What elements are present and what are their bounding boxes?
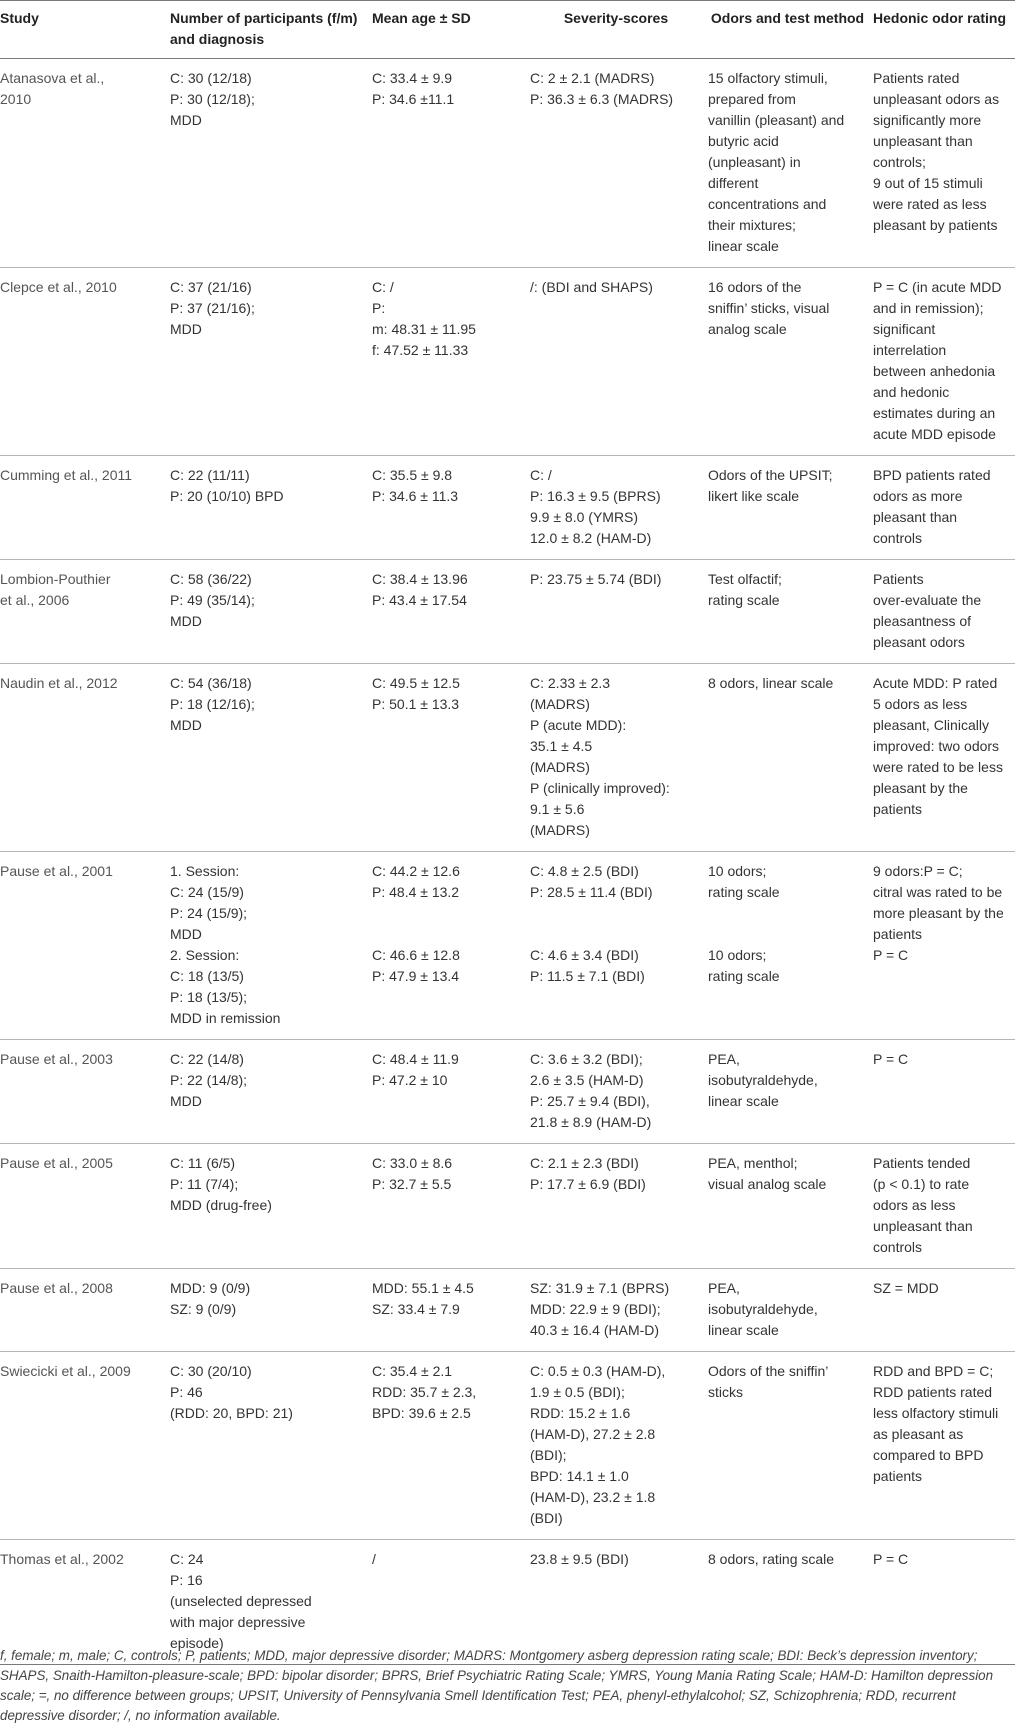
cell-line: 40.3 ± 16.4 (HAM-D) [530, 1322, 660, 1338]
cell-line: 15 olfactory stimuli, [708, 70, 828, 86]
cell-line: pleasant odors [873, 634, 965, 650]
cell-line: C: 11 (6/5) [170, 1155, 236, 1171]
cell-rating [873, 852, 1015, 1040]
spacer [530, 903, 702, 924]
cell-line: improved: two odors [873, 738, 1000, 754]
cell-line: SZ: 31.9 ± 7.1 (BPRS) [530, 1280, 670, 1296]
cell-line: 1.9 ± 0.5 (BDI); [530, 1384, 625, 1400]
cell-line: P: 48.4 ± 13.2 [372, 884, 460, 900]
cell-study [0, 1269, 170, 1352]
cell-study [0, 852, 170, 1040]
cell-line: 35.1 ± 4.5 [530, 738, 593, 754]
cell-line: C: 18 (13/5) [170, 968, 244, 984]
cell-line: P: 28.5 ± 11.4 (BDI) [530, 884, 653, 900]
cell-line: SZ = MDD [873, 1280, 939, 1296]
cell-line: episode) [170, 1635, 224, 1651]
cell-line: P = C [873, 1051, 909, 1067]
cell-line: MDD: 9 (0/9) [170, 1280, 251, 1296]
cell-line: Lombion-Pouthier [0, 571, 111, 587]
cell-line: between anhedonia [873, 363, 996, 379]
cell-line: P: 25.7 ± 9.4 (BDI), [530, 1093, 650, 1109]
cell-line: f: 47.52 ± 11.33 [372, 342, 469, 358]
cell-line: significant [873, 321, 936, 337]
cell-line: patients [873, 1468, 923, 1484]
cell-line: BPD: 14.1 ± 1.0 [530, 1468, 629, 1484]
cell-line: (BDI) [530, 1510, 563, 1526]
table-row [0, 268, 1015, 456]
cell-line: C: 2 ± 2.1 (MADRS) [530, 70, 655, 86]
cell-line: 16 odors of the [708, 279, 802, 295]
cell-line: C: 24 (15/9) [170, 884, 244, 900]
cell-line: Pause et al., 2005 [0, 1155, 113, 1171]
cell-line: 8 odors, rating scale [708, 1551, 835, 1567]
cell-line: RDD and BPD = C; [873, 1363, 994, 1379]
cell-line: Swiecicki et al., 2009 [0, 1363, 131, 1379]
cell-age [372, 1144, 530, 1269]
cell-line: Atanasova et al., [0, 70, 105, 86]
cell-line: 9.9 ± 8.0 (YMRS) [530, 509, 639, 525]
cell-line: C: / [530, 467, 552, 483]
cell-line: patients [873, 801, 923, 817]
table-row [0, 59, 1015, 268]
cell-line: C: 2.1 ± 2.3 (BDI) [530, 1155, 639, 1171]
cell-line: P: 36.3 ± 6.3 (MADRS) [530, 91, 674, 107]
cell-line: (MADRS) [530, 696, 590, 712]
cell-rating [873, 1269, 1015, 1352]
cell-line: (p < 0.1) to rate [873, 1176, 970, 1192]
cell-line: 1. Session: [170, 863, 240, 879]
cell-line: P (clinically improved): [530, 780, 670, 796]
cell-line: rating scale [708, 592, 780, 608]
cell-participants [170, 560, 372, 664]
cell-line: and in remission); [873, 300, 984, 316]
cell-line: concentrations and [708, 196, 827, 212]
cell-odors [708, 664, 873, 852]
cell-participants [170, 852, 372, 1040]
cell-line: C: 54 (36/18) [170, 675, 252, 691]
cell-participants [170, 664, 372, 852]
cell-study [0, 1352, 170, 1540]
cell-line: C: 38.4 ± 13.96 [372, 571, 468, 587]
cell-line: patients [873, 926, 923, 942]
cell-severity [530, 456, 708, 560]
header-age: Mean age ± SD [372, 1, 530, 59]
cell-line: P: [372, 300, 386, 316]
cell-line: rating scale [708, 968, 780, 984]
cell-line: were rated to be less [873, 759, 1003, 775]
cell-line: P: 34.6 ±11.1 [372, 91, 455, 107]
cell-line: Thomas et al., 2002 [0, 1551, 124, 1567]
cell-age [372, 1352, 530, 1540]
table-row [0, 1144, 1015, 1269]
cell-line: RDD: 35.7 ± 2.3, [372, 1384, 477, 1400]
cell-line: controls [873, 530, 923, 546]
cell-line: prepared from [708, 91, 796, 107]
cell-line: Cumming et al., 2011 [0, 467, 133, 483]
cell-line: MDD: 22.9 ± 9 (BDI); [530, 1301, 661, 1317]
cell-line: different [708, 175, 759, 191]
cell-line: pleasant by patients [873, 217, 998, 233]
cell-line: C: 37 (21/16) [170, 279, 252, 295]
cell-line: C: / [372, 279, 394, 295]
cell-line: m: 48.31 ± 11.95 [372, 321, 476, 337]
cell-severity [530, 1352, 708, 1540]
header-rating: Hedonic odor rating [873, 1, 1015, 59]
cell-line: MDD [170, 112, 202, 128]
cell-line: Pause et al., 2003 [0, 1051, 113, 1067]
cell-age [372, 59, 530, 268]
cell-line: C: 58 (36/22) [170, 571, 252, 587]
cell-study [0, 268, 170, 456]
cell-line: isobutyraldehyde, [708, 1072, 818, 1088]
spacer [372, 924, 524, 945]
cell-line: SZ: 33.4 ± 7.9 [372, 1301, 460, 1317]
cell-age [372, 664, 530, 852]
cell-line: MDD (drug-free) [170, 1197, 272, 1213]
cell-line: P: 23.75 ± 5.74 (BDI) [530, 571, 662, 587]
cell-age [372, 268, 530, 456]
cell-line: (MADRS) [530, 822, 590, 838]
cell-line: C: 35.5 ± 9.8 [372, 467, 453, 483]
cell-line: Patients rated [873, 70, 960, 86]
cell-line: citral was rated to be [873, 884, 1003, 900]
cell-line: (HAM-D), 27.2 ± 2.8 [530, 1426, 656, 1442]
cell-line: (unselected depressed [170, 1593, 312, 1609]
cell-rating [873, 268, 1015, 456]
cell-line: PEA, menthol; [708, 1155, 798, 1171]
cell-line: controls; [873, 154, 926, 170]
cell-line: odors as less [873, 1197, 956, 1213]
cell-line: P: 18 (13/5); [170, 989, 248, 1005]
cell-line: pleasantness of [873, 613, 972, 629]
cell-line: P: 34.6 ± 11.3 [372, 488, 459, 504]
cell-study [0, 456, 170, 560]
cell-participants [170, 1269, 372, 1352]
footnote-line: depressive disorder; /, no information available. [0, 1708, 281, 1723]
cell-line: with major depressive [170, 1614, 306, 1630]
cell-line: C: 44.2 ± 12.6 [372, 863, 460, 879]
cell-odors [708, 1269, 873, 1352]
cell-line: rating scale [708, 884, 780, 900]
cell-age [372, 560, 530, 664]
spacer [708, 924, 867, 945]
cell-line: P: 30 (12/18); [170, 91, 255, 107]
cell-line: C: 0.5 ± 0.3 (HAM-D), [530, 1363, 666, 1379]
cell-severity [530, 852, 708, 1040]
cell-line: BPD patients rated [873, 467, 991, 483]
cell-line: C: 22 (14/8) [170, 1051, 244, 1067]
cell-line: MDD [170, 613, 202, 629]
cell-line: 9.1 ± 5.6 [530, 801, 585, 817]
cell-line: C: 2.33 ± 2.3 [530, 675, 611, 691]
cell-line: linear scale [708, 238, 779, 254]
cell-line: P: 20 (10/10) BPD [170, 488, 284, 504]
cell-line: MDD in remission [170, 1010, 281, 1026]
cell-odors [708, 852, 873, 1040]
cell-line: visual analog scale [708, 1176, 827, 1192]
cell-line: unpleasant than [873, 133, 973, 149]
cell-severity [530, 268, 708, 456]
cell-line: Patients [873, 571, 924, 587]
cell-age [372, 456, 530, 560]
cell-line: / [372, 1551, 376, 1567]
table-body [0, 59, 1015, 1665]
cell-line: Pause et al., 2001 [0, 863, 113, 879]
cell-line: P: 17.7 ± 6.9 (BDI) [530, 1176, 646, 1192]
cell-line: Naudin et al., 2012 [0, 675, 118, 691]
cell-severity [530, 1144, 708, 1269]
cell-line: (RDD: 20, BPD: 21) [170, 1405, 293, 1421]
cell-line: C: 46.6 ± 12.8 [372, 947, 460, 963]
cell-line: 21.8 ± 8.9 (HAM-D) [530, 1114, 652, 1130]
cell-line: 23.8 ± 9.5 (BDI) [530, 1551, 629, 1567]
cell-participants [170, 1040, 372, 1144]
cell-line: C: 3.6 ± 3.2 (BDI); [530, 1051, 643, 1067]
cell-line: less olfactory stimuli [873, 1405, 999, 1421]
cell-line: were rated as less [873, 196, 987, 212]
cell-line: BPD: 39.6 ± 2.5 [372, 1405, 471, 1421]
cell-line: interrelation [873, 342, 947, 358]
header-participants: Number of participants (f/m) and diagnosis [170, 1, 372, 59]
cell-line: C: 30 (20/10) [170, 1363, 252, 1379]
cell-line: C: 35.4 ± 2.1 [372, 1363, 453, 1379]
footnote-line: f, female; m, male; C, controls; P, patients; MDD, major depressive disorder; MADRS: Montgomery asberg depression rating scale; BDI: Beck’s depression inventory; [0, 1648, 978, 1663]
cell-rating [873, 1040, 1015, 1144]
cell-odors [708, 1144, 873, 1269]
cell-line: P (acute MDD): [530, 717, 627, 733]
cell-study [0, 560, 170, 664]
cell-line: analog scale [708, 321, 787, 337]
table-row [0, 1352, 1015, 1540]
cell-line: MDD [170, 926, 202, 942]
cell-line: 8 odors, linear scale [708, 675, 834, 691]
cell-participants [170, 268, 372, 456]
header-severity: Severity-scores [530, 1, 708, 59]
cell-line: C: 4.8 ± 2.5 (BDI) [530, 863, 639, 879]
cell-line: P: 49 (35/14); [170, 592, 255, 608]
cell-line: sticks [708, 1384, 743, 1400]
cell-line: C: 48.4 ± 11.9 [372, 1051, 459, 1067]
spacer [372, 903, 524, 924]
cell-rating [873, 456, 1015, 560]
cell-line: MDD [170, 1093, 202, 1109]
cell-line: compared to BPD [873, 1447, 984, 1463]
cell-line: P: 46 [170, 1384, 203, 1400]
cell-line: C: 49.5 ± 12.5 [372, 675, 460, 691]
cell-odors [708, 1040, 873, 1144]
cell-line: P = C (in acute MDD [873, 279, 1002, 295]
cell-line: C: 4.6 ± 3.4 (BDI) [530, 947, 639, 963]
cell-odors [708, 560, 873, 664]
cell-participants [170, 59, 372, 268]
cell-line: et al., 2006 [0, 592, 70, 608]
cell-line: SZ: 9 (0/9) [170, 1301, 237, 1317]
table-row [0, 852, 1015, 1040]
cell-line: vanillin (pleasant) and [708, 112, 845, 128]
cell-severity [530, 560, 708, 664]
table-row [0, 1040, 1015, 1144]
footnote-line: scale; =, no difference between groups; UPSIT, University of Pennsylvania Smell Identification Test; PEA, phenyl-ethylalcohol; SZ, Schizophrenia; RDD, recurrent [0, 1688, 956, 1703]
cell-line: 2.6 ± 3.5 (HAM-D) [530, 1072, 644, 1088]
cell-rating [873, 664, 1015, 852]
cell-line: odors as more [873, 488, 963, 504]
cell-line: 9 odors:P = C; [873, 863, 963, 879]
cell-line: P = C [873, 947, 909, 963]
cell-line: more pleasant by the [873, 905, 1004, 921]
cell-line: estimates during an [873, 405, 996, 421]
cell-line: P = C [873, 1551, 909, 1567]
cell-line: their mixtures; [708, 217, 796, 233]
cell-line: MDD [170, 717, 202, 733]
cell-line: P: 22 (14/8); [170, 1072, 248, 1088]
cell-line: Pause et al., 2008 [0, 1280, 113, 1296]
cell-line: P: 16 [170, 1572, 203, 1588]
table-row [0, 1269, 1015, 1352]
cell-line: PEA, [708, 1051, 740, 1067]
cell-line: unpleasant than [873, 1218, 973, 1234]
cell-line: C: 30 (12/18) [170, 70, 252, 86]
cell-line: RDD: 15.2 ± 1.6 [530, 1405, 631, 1421]
cell-line: (unpleasant) in [708, 154, 801, 170]
spacer [530, 924, 702, 945]
cell-participants [170, 1352, 372, 1540]
cell-participants [170, 1144, 372, 1269]
cell-line: P: 11 (7/4); [170, 1176, 239, 1192]
cell-line: PEA, [708, 1280, 740, 1296]
cell-rating [873, 59, 1015, 268]
cell-age [372, 852, 530, 1040]
table-row [0, 456, 1015, 560]
cell-line: P: 47.9 ± 13.4 [372, 968, 460, 984]
cell-line: Test olfactif; [708, 571, 782, 587]
cell-line: significantly more [873, 112, 982, 128]
cell-study [0, 1144, 170, 1269]
cell-line: likert like scale [708, 488, 800, 504]
cell-line: Odors of the sniffin’ [708, 1363, 829, 1379]
cell-line: sniffin’ sticks, visual [708, 300, 830, 316]
cell-line: C: 24 [170, 1551, 204, 1567]
cell-severity [530, 59, 708, 268]
header-row [0, 1, 1015, 59]
cell-line: Patients tended [873, 1155, 971, 1171]
cell-severity [530, 664, 708, 852]
cell-line: linear scale [708, 1322, 779, 1338]
cell-line: P: 24 (15/9); [170, 905, 248, 921]
table-row [0, 560, 1015, 664]
cell-line: P: 50.1 ± 13.3 [372, 696, 460, 712]
cell-line: 5 odors as less [873, 696, 968, 712]
cell-age [372, 1269, 530, 1352]
table-footnote [0, 1646, 1015, 1726]
cell-line: MDD: 55.1 ± 4.5 [372, 1280, 474, 1296]
cell-line: 10 odors; [708, 863, 767, 879]
cell-severity [530, 1040, 708, 1144]
cell-line: P: 43.4 ± 17.54 [372, 592, 467, 608]
cell-line: RDD patients rated [873, 1384, 993, 1400]
cell-line: over-evaluate the [873, 592, 982, 608]
cell-line: P: 32.7 ± 5.5 [372, 1176, 452, 1192]
cell-line: C: 22 (11/11) [170, 467, 250, 483]
cell-line: 12.0 ± 8.2 (HAM-D) [530, 530, 652, 546]
cell-rating [873, 560, 1015, 664]
cell-rating [873, 1144, 1015, 1269]
cell-line: P: 37 (21/16); [170, 300, 255, 316]
header-study: Study [0, 1, 170, 59]
cell-age [372, 1040, 530, 1144]
cell-line: P: 11.5 ± 7.1 (BDI) [530, 968, 645, 984]
cell-line: pleasant than [873, 509, 958, 525]
cell-odors [708, 456, 873, 560]
cell-line: pleasant, Clinically [873, 717, 989, 733]
cell-line: pleasant by the [873, 780, 968, 796]
footnote-line: SHAPS, Snaith-Hamilton-pleasure-scale; BPD: bipolar disorder; BPRS, Brief Psychiatric Rating Scale; YMRS, Young Mania Rating Scale; HAM-D: Hamilton depression [0, 1668, 994, 1683]
cell-line: acute MDD episode [873, 426, 996, 442]
cell-line: isobutyraldehyde, [708, 1301, 818, 1317]
cell-line: (MADRS) [530, 759, 590, 775]
cell-line: /: (BDI and SHAPS) [530, 279, 653, 295]
cell-line: (HAM-D), 23.2 ± 1.8 [530, 1489, 656, 1505]
cell-line: 10 odors; [708, 947, 767, 963]
cell-line: P: 47.2 ± 10 [372, 1072, 448, 1088]
cell-study [0, 59, 170, 268]
cell-line: controls [873, 1239, 923, 1255]
cell-odors [708, 268, 873, 456]
cell-line: 9 out of 15 stimuli [873, 175, 983, 191]
cell-line: 2010 [0, 91, 32, 107]
cell-line: Clepce et al., 2010 [0, 279, 117, 295]
cell-line: (BDI); [530, 1447, 567, 1463]
cell-odors [708, 59, 873, 268]
cell-line: as pleasant as [873, 1426, 964, 1442]
cell-line: Acute MDD: P rated [873, 675, 998, 691]
cell-study [0, 1040, 170, 1144]
cell-line: 2. Session: [170, 947, 240, 963]
cell-line: unpleasant odors as [873, 91, 1000, 107]
cell-participants [170, 456, 372, 560]
cell-line: P: 16.3 ± 9.5 (BPRS) [530, 488, 661, 504]
cell-line: MDD [170, 321, 202, 337]
cell-line: linear scale [708, 1093, 779, 1109]
cell-odors [708, 1352, 873, 1540]
cell-line: C: 33.4 ± 9.9 [372, 70, 453, 86]
cell-severity [530, 1269, 708, 1352]
cell-line: and hedonic [873, 384, 950, 400]
cell-line: Odors of the UPSIT; [708, 467, 833, 483]
cell-line: C: 33.0 ± 8.6 [372, 1155, 453, 1171]
cell-study [0, 664, 170, 852]
table-row [0, 664, 1015, 852]
cell-line: P: 18 (12/16); [170, 696, 255, 712]
cell-rating [873, 1352, 1015, 1540]
header-odors: Odors and test method [708, 1, 873, 59]
cell-line: butyric acid [708, 133, 779, 149]
spacer [708, 903, 867, 924]
